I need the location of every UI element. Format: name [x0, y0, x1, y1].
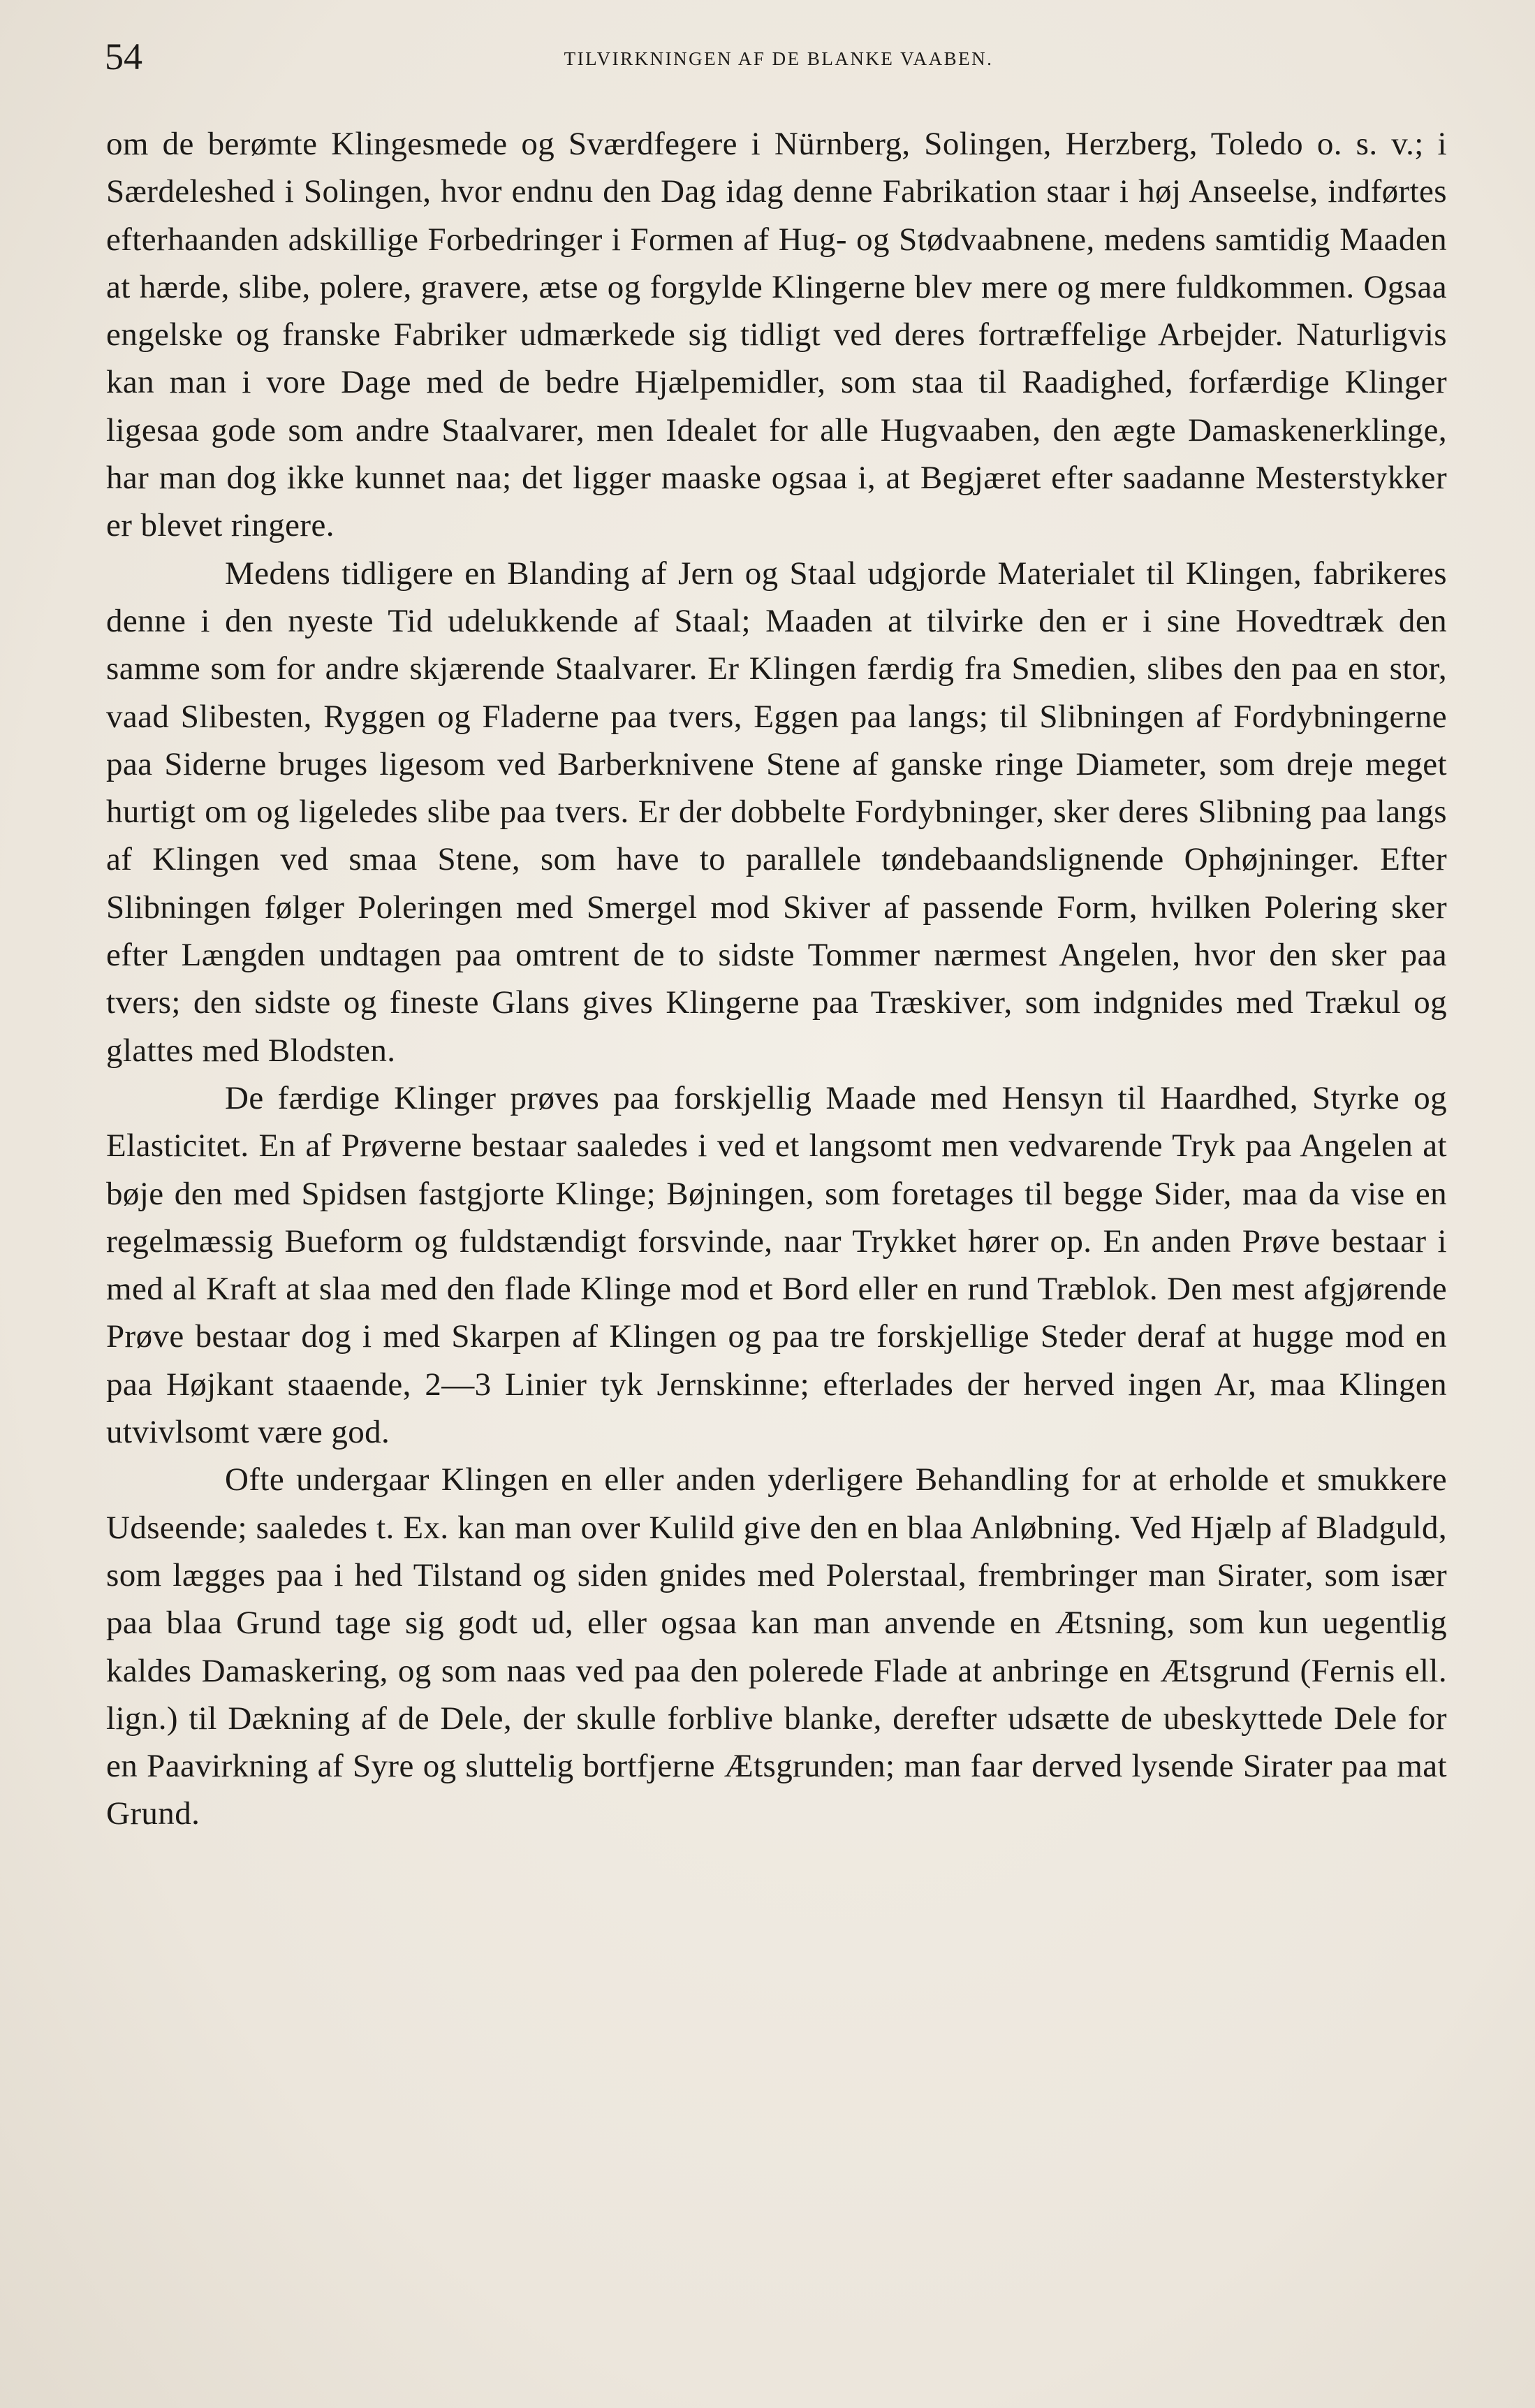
- paragraph-continuation: om de berømte Klingesmede og Sværdfegere i Nürnberg, Solingen, Herzberg, Toledo o. s. v.; i Særdeleshed i Solingen, hvor endnu den Dag idag denne Fabrikation staar i høj Anseelse, indførtes efterhaanden adskillige Forbedringer i Formen af Hug- og Stødvaabnene, medens samtidig Maaden at hærde, slibe, polere, gravere, ætse og forgylde Klingerne blev mere og mere fuldkommen. Ogsaa engelske og franske Fabriker udmærkede sig tidligt ved deres fortræffelige Arbejder. Naturligvis kan man i vore Dage med de bedre Hjælpemidler, som staa til Raadighed, forfærdige Klinger ligesaa gode som andre Staalvarer, men Idealet for alle Hugvaaben, den ægte Damaskenerklinge, har man dog ikke kunnet naa; det ligger maaske ogsaa i, at Begjæret efter saadanne Mesterstykker er blevet ringere.: [106, 126, 1447, 544]
- paragraph-decoration: Ofte undergaar Klingen en eller anden yderligere Behandling for at erholde et smukkere Udseende; saaledes t. Ex. kan man over Kulild give den en blaa Anløbning. Ved Hjælp af Bladguld, som lægges paa i hed Tilstand og siden gnides med Polerstaal, frembringer man Sirater, som især paa blaa Grund tage sig godt ud, eller ogsaa kan man anvende en Ætsning, som kun uegentlig kaldes Damaskering, og som naas ved paa den polerede Flade at anbringe en Ætsgrund (Fernis ell. lign.) til Dækning af de Dele, der skulle forblive blanke, derefter udsætte de ubeskyttede Dele for en Paavirkning af Syre og sluttelig bortfjerne Ætsgrunden; man faar derved lysende Sirater paa mat Grund.: [106, 1461, 1447, 1832]
- paragraph-materials: Medens tidligere en Blanding af Jern og Staal udgjorde Materialet til Klingen, fabrikeres denne i den nyeste Tid udelukkende af Staal; Maaden at tilvirke den er i sine Hovedtræk den samme som for andre skjærende Staalvarer. Er Klingen færdig fra Smedien, slibes den paa en stor, vaad Slibesten, Ryggen og Fladerne paa tvers, Eggen paa langs; til Slibningen af Fordybningerne paa Siderne bruges ligesom ved Barberknivene Stene af ganske ringe Diameter, som dreje meget hurtigt om og ligeledes slibe paa tvers. Er der dobbelte Fordybninger, sker deres Slibning paa langs af Klingen ved smaa Stene, som have to parallele tøndebaandslignende Ophøjninger. Efter Slibningen følger Poleringen med Smergel mod Skiver af passende Form, hvilken Polering sker efter Længden undtagen paa omtrent de to sidste Tommer nærmest Angelen, hvor den sker paa tvers; den sidste og fineste Glans gives Klingerne paa Træskiver, som indgnides med Trækul og glattes med Blodsten.: [106, 555, 1447, 1069]
- body-text: [106, 120, 1447, 1838]
- running-title: TILVIRKNINGEN AF DE BLANKE VAABEN.: [564, 48, 994, 69]
- page-number: 54: [105, 36, 142, 78]
- running-head: [105, 32, 1453, 81]
- paragraph-testing: De færdige Klinger prøves paa forskjellig Maade med Hensyn til Haardhed, Styrke og Elasticitet. En af Prøverne bestaar saaledes i ved et langsomt men vedvarende Tryk paa Angelen at bøje den med Spidsen fastgjorte Klinge; Bøjningen, som foretages til begge Sider, maa da vise en regelmæssig Bueform og fuldstændigt forsvinde, naar Trykket hører op. En anden Prøve bestaar i med al Kraft at slaa med den flade Klinge mod et Bord eller en rund Træblok. Den mest afgjørende Prøve bestaar dog i med Skarpen af Klingen og paa tre forskjellige Steder deraf at hugge mod en paa Højkant staaende, 2—3 Linier tyk Jernskinne; efterlades der herved ingen Ar, maa Klingen utvivlsomt være god.: [106, 1079, 1447, 1451]
